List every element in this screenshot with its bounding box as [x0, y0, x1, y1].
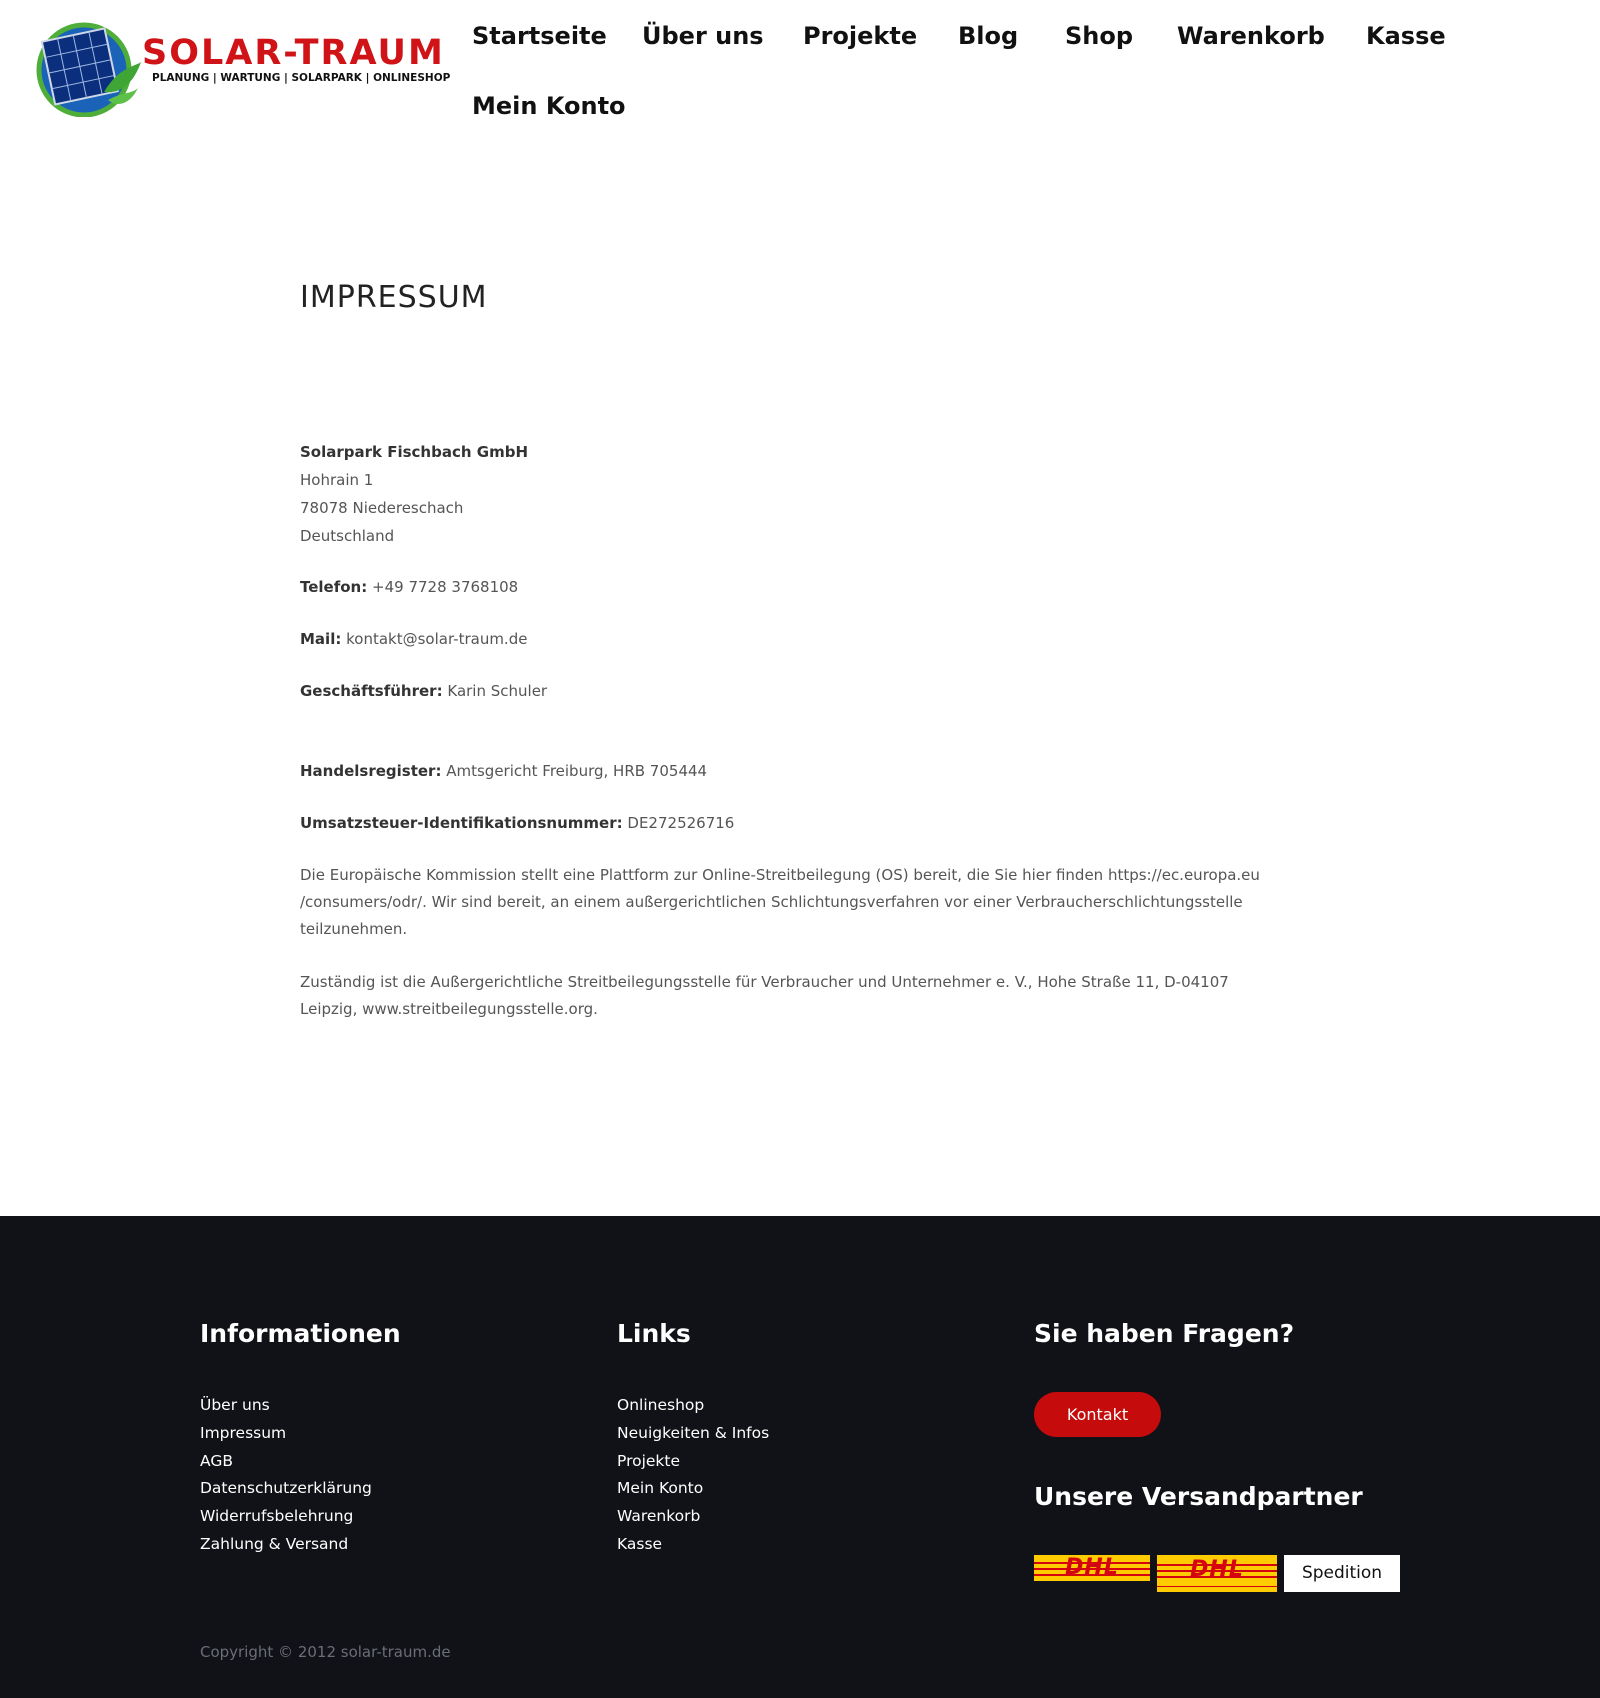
- footer-link-warenkorb[interactable]: Warenkorb: [617, 1507, 701, 1525]
- nav-shop[interactable]: Shop: [1065, 22, 1134, 50]
- footer-link-ueber-uns[interactable]: Über uns: [200, 1396, 270, 1414]
- site-footer: [0, 1216, 1600, 1698]
- company-name: Solarpark Fischbach GmbH: [300, 443, 528, 461]
- footer-link-neuigkeiten[interactable]: Neuigkeiten & Infos: [617, 1424, 770, 1442]
- nav-kasse[interactable]: Kasse: [1366, 22, 1446, 50]
- authority-paragraph: Zuständig ist die Außergerichtliche Streitbeilegungsstelle für Verbraucher und Unternehmer e. V., Hohe Straße 11, D-04107 Leipzig, www.streitbeilegungsstelle.org.: [300, 973, 1229, 1018]
- kontakt-button[interactable]: Kontakt: [1034, 1392, 1161, 1437]
- phone-line: [300, 573, 518, 601]
- mail-value: kontakt@solar-traum.de: [346, 630, 528, 648]
- footer-link-widerruf[interactable]: Widerrufsbelehrung: [200, 1507, 354, 1525]
- footer-link-mein-konto[interactable]: Mein Konto: [617, 1479, 704, 1497]
- footer-link-zahlung-versand[interactable]: Zahlung & Versand: [200, 1535, 349, 1553]
- footer-questions-heading: Sie haben Fragen?: [1034, 1319, 1295, 1348]
- nav-ueber-uns[interactable]: Über uns: [642, 22, 764, 50]
- mail-label: Mail:: [300, 630, 342, 648]
- phone-label: Telefon:: [300, 578, 368, 596]
- vat-label: Umsatzsteuer-Identifikationsnummer:: [300, 814, 623, 832]
- nav-blog[interactable]: Blog: [958, 22, 1019, 50]
- footer-link-datenschutz[interactable]: Datenschutzerklärung: [200, 1479, 372, 1497]
- dhl-logo-text: DHL: [1065, 1555, 1119, 1580]
- ceo-line: [300, 677, 547, 705]
- dhl-express-logo: [1157, 1555, 1277, 1592]
- footer-link-impressum[interactable]: Impressum: [200, 1424, 287, 1442]
- register-value: Amtsgericht Freiburg, HRB 705444: [446, 762, 708, 780]
- footer-link-projekte[interactable]: Projekte: [617, 1452, 681, 1470]
- copyright-text: Copyright © 2012 solar-traum.de: [200, 1643, 451, 1661]
- address-street: Hohrain 1: [300, 471, 374, 489]
- footer-link-agb[interactable]: AGB: [200, 1452, 233, 1470]
- address-country: Deutschland: [300, 527, 395, 545]
- site-header: [0, 0, 1600, 150]
- footer-link-kasse[interactable]: Kasse: [617, 1535, 663, 1553]
- odr-paragraph: Die Europäische Kommission stellt eine Plattform zur Online-Streitbeilegung (OS) bereit, die Sie hier finden https://ec.europa.eu /consumers/odr/. Wir sind bereit, an einem außergerichtlichen Schlichtungsverfahren vor einer Verbraucherschlichtungsstelle teilzunehmen.: [300, 866, 1260, 938]
- nav-warenkorb[interactable]: Warenkorb: [1177, 22, 1325, 50]
- nav-mein-konto[interactable]: Mein Konto: [472, 92, 626, 120]
- mail-line: [300, 625, 527, 653]
- dhl-logo: [1034, 1555, 1150, 1581]
- logo-title: SOLAR-TRAUM: [142, 33, 445, 73]
- page-title: IMPRESSUM: [300, 280, 488, 315]
- ceo-label: Geschäftsführer:: [300, 682, 443, 700]
- ceo-value: Karin Schuler: [447, 682, 548, 700]
- dhl-express-logo-text: DHL: [1190, 1557, 1244, 1582]
- vat-line: [300, 809, 734, 837]
- spedition-badge: Spedition: [1284, 1555, 1400, 1592]
- nav-startseite[interactable]: Startseite: [472, 22, 607, 50]
- footer-link-onlineshop[interactable]: Onlineshop: [617, 1396, 705, 1414]
- phone-value: +49 7728 3768108: [372, 578, 519, 596]
- logo-subtitle: PLANUNG | WARTUNG | SOLARPARK | ONLINESHOP: [152, 72, 451, 84]
- nav-projekte[interactable]: Projekte: [803, 22, 918, 50]
- footer-info-heading: Informationen: [200, 1319, 401, 1348]
- register-label: Handelsregister:: [300, 762, 442, 780]
- solar-globe-logo-icon: [34, 22, 142, 117]
- site-logo[interactable]: [34, 22, 451, 117]
- register-line: [300, 757, 707, 785]
- address-city: 78078 Niedereschach: [300, 499, 464, 517]
- vat-value: DE272526716: [627, 814, 735, 832]
- footer-shipping-heading: Unsere Versandpartner: [1034, 1482, 1363, 1511]
- footer-links-heading: Links: [617, 1319, 691, 1348]
